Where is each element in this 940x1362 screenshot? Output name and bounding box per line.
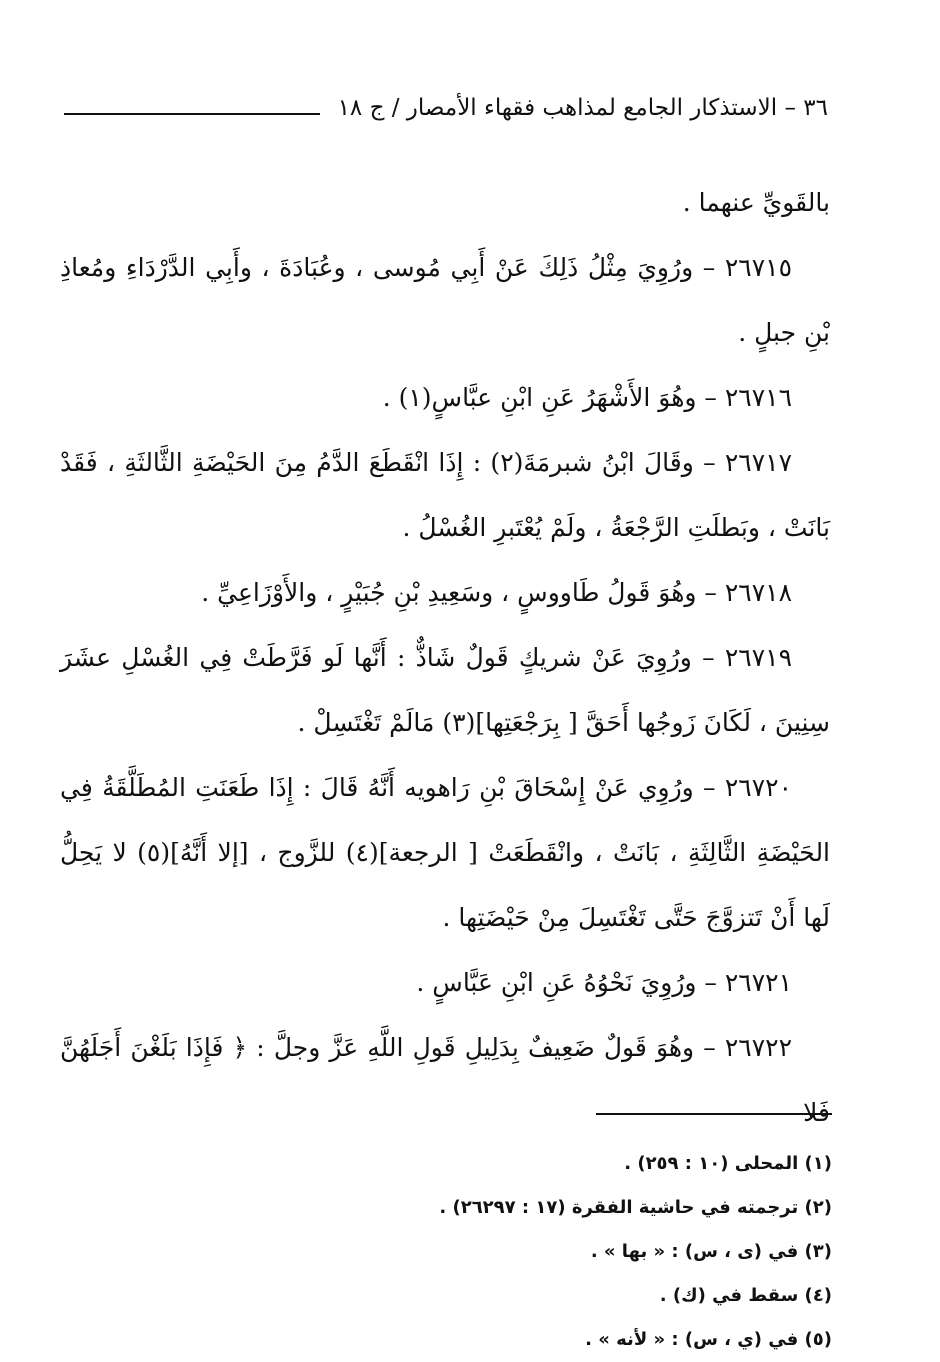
footnote-5: (٥) في (ي ، س) : « لأنه » . bbox=[585, 1329, 832, 1350]
paragraph-26718: ٢٦٧١٨ – وهُوَ قَولُ طَاووسٍ ، وسَعِيدِ بْنِ جُبَيْرٍ ، والأَوْزَاعِيِّ . bbox=[201, 578, 792, 607]
paragraph-26715: ٢٦٧١٥ – ورُوِيَ مِثْلُ ذَلِكَ عَنْ أَبِي مُوسى ، وعُبَادَةَ ، وأَبِي الدَّرْدَاءِ ومُعاذِ بْنِ جبلٍ . bbox=[60, 253, 830, 347]
paragraph: بالقَويِّ عنهما . bbox=[682, 188, 830, 217]
footnote-separator bbox=[596, 1113, 832, 1115]
running-header bbox=[64, 88, 828, 128]
paragraph-26720: ٢٦٧٢٠ – ورُوِي عَنْ إِسْحَاقَ بْنِ رَاهويه أَنَّهُ قَالَ : إِذَا طَعَنَتِ المُطَلَّقَةُ فِي الحَيْضَةِ الثَّالِثَةِ ، بَانَتْ ، وانْقَطَعَتْ [ الرجعة](٤) للزَّوج ، [إلا أَنَّهُ](٥) لا يَحِلُّ لَها أَنْ تَتزوَّجَ حَتَّى تَغْتَسِلَ مِنْ حَيْضَتِها . bbox=[60, 773, 831, 932]
footnote-4: (٤) سقط في (ك) . bbox=[659, 1285, 832, 1306]
body-text bbox=[60, 170, 830, 1145]
footnotes bbox=[80, 1142, 832, 1362]
footnote-3: (٣) في (ى ، س) : « بها » . bbox=[590, 1241, 832, 1262]
footnote-1: (١) المحلى (١٠ : ٢٥٩) . bbox=[624, 1153, 832, 1174]
header-title: ٣٦ – الاستذكار الجامع لمذاهب فقهاء الأمصار / ج ١٨ bbox=[337, 95, 828, 121]
paragraph-26716: ٢٦٧١٦ – وهُوَ الأَشْهَرُ عَنِ ابْنِ عبَّاسٍ(١) . bbox=[382, 383, 792, 412]
header-rule bbox=[64, 113, 320, 115]
paragraph-26719: ٢٦٧١٩ – ورُوِيَ عَنْ شريكٍ قَولٌ شَاذٌّ : أَنَّها لَو فَرَّطَتْ فِي الغُسْلِ عشَرَ سِنِينَ ، لَكَانَ زَوجُها أَحَقَّ [ بِرَجْعَتِها](٣) مَالَمْ تَغْتَسِلْ . bbox=[60, 643, 830, 737]
footnote-2: (٢) ترجمته في حاشية الفقرة (١٧ : ٢٦٢٩٧) . bbox=[439, 1197, 832, 1218]
paragraph-26717: ٢٦٧١٧ – وقَالَ ابْنُ شبرمَةَ(٢) : إِذَا انْقَطَعَ الدَّمُ مِنَ الحَيْضَةِ الثَّالثَةِ ، فَقَدْ بَانَتْ ، وبَطلَتِ الرَّجْعَةُ ، ولَمْ يُعْتَبرِ الغُسْلُ . bbox=[60, 448, 830, 542]
paragraph-26722: ٢٦٧٢٢ – وهُوَ قَولٌ ضَعِيفٌ بِدَلِيلِ قَولِ اللَّهِ عَزَّ وجلَّ : ﴿ فَإِذَا بَلَغْنَ أَجَلَهُنَّ فَلا bbox=[60, 1033, 830, 1127]
paragraph-26721: ٢٦٧٢١ – ورُوِيَ نَحْوُهُ عَنِ ابْنِ عَبَّاسٍ . bbox=[416, 968, 792, 997]
